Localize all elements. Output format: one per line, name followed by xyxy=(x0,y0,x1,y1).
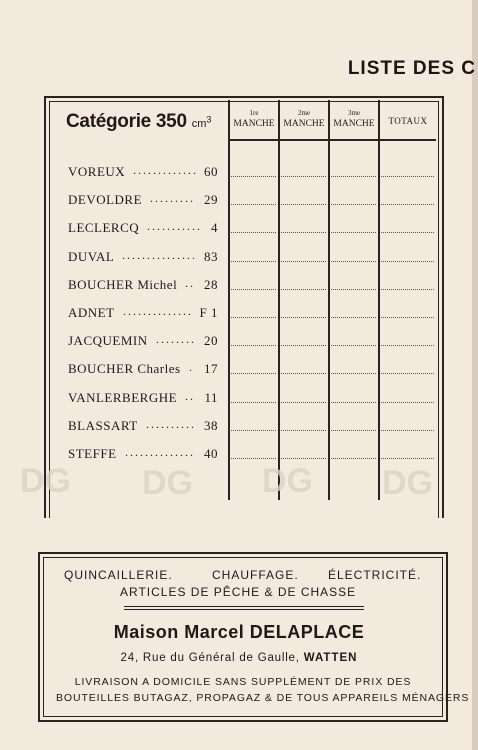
rider-name: DEVOLDRE xyxy=(68,192,143,207)
score-entry-line xyxy=(231,261,276,262)
rider-name: VOREUX xyxy=(68,164,126,179)
score-entry-line xyxy=(231,176,276,177)
rider-name: VANLERBERGHE xyxy=(68,390,178,405)
score-entry-line xyxy=(231,289,276,290)
rider-row xyxy=(68,333,218,351)
score-entry-line xyxy=(381,345,434,346)
rider-name: ADNET xyxy=(68,305,115,320)
score-entry-line xyxy=(231,402,276,403)
score-entry-line xyxy=(281,317,326,318)
rider-number: 38 xyxy=(204,418,218,433)
header-rule xyxy=(228,139,436,141)
watermark: DG DG DG DG xyxy=(20,462,433,502)
leader-dots: ........... xyxy=(147,219,202,233)
score-entry-line xyxy=(281,430,326,431)
leader-dots: ........ xyxy=(156,332,196,346)
score-entry-line xyxy=(331,373,376,374)
score-entry-line xyxy=(381,458,434,459)
shop-name: Maison Marcel DELAPLACE xyxy=(113,622,365,642)
rider-row xyxy=(68,249,218,267)
leader-dots: .. xyxy=(185,276,195,290)
score-entry-line xyxy=(281,289,326,290)
column-header-round-3: 3me MANCHE xyxy=(333,109,375,129)
rider-number: 29 xyxy=(204,192,218,207)
score-entry-line xyxy=(381,232,434,233)
ad-item-heating: CHAUFFAGE. xyxy=(212,568,299,582)
score-entry-line xyxy=(331,345,376,346)
score-entry-line xyxy=(281,458,326,459)
score-entry-line xyxy=(331,204,376,205)
score-entry-line xyxy=(381,289,434,290)
rider-row xyxy=(68,192,218,210)
ad-item-fishing-hunting: ARTICLES DE PÊCHE & DE CHASSE xyxy=(120,585,357,599)
score-entry-line xyxy=(331,261,376,262)
rider-name: BOUCHER Charles xyxy=(68,361,181,376)
score-entry-line xyxy=(231,317,276,318)
score-entry-line xyxy=(331,402,376,403)
page-header: LISTE DES C xyxy=(347,58,476,79)
rider-number: 17 xyxy=(204,361,218,376)
ad-item-hardware: QUINCAILLERIE. xyxy=(64,568,173,582)
score-entry-line xyxy=(381,176,434,177)
column-divider xyxy=(328,100,330,500)
column-header-round-1: 1re MANCHE xyxy=(233,109,275,129)
score-entry-line xyxy=(331,317,376,318)
rider-number: 11 xyxy=(204,390,218,405)
rider-name: JACQUEMIN xyxy=(68,333,148,348)
shop-address: 24, Rue du Général de Gaulle, WATTEN xyxy=(120,652,358,664)
score-entry-line xyxy=(231,458,276,459)
rider-row xyxy=(68,418,218,436)
rider-name: LECLERCQ xyxy=(68,220,140,235)
column-header-totals: TOTAUX xyxy=(388,116,428,126)
rider-row xyxy=(68,305,218,323)
column-divider xyxy=(228,100,230,500)
rider-row xyxy=(68,446,218,464)
score-entry-line xyxy=(231,345,276,346)
score-entry-line xyxy=(381,261,434,262)
leader-dots: .......... xyxy=(146,417,196,431)
score-entry-line xyxy=(331,176,376,177)
rider-row xyxy=(68,220,218,238)
delivery-line-2: BOUTEILLES BUTAGAZ, PROPAGAZ & DE TOUS APPAREILS MÉNAGERS xyxy=(56,692,470,704)
leader-dots: ......... xyxy=(150,191,195,205)
rider-number: F 1 xyxy=(199,305,218,320)
rider-row xyxy=(68,277,218,295)
score-entry-line xyxy=(281,204,326,205)
score-entry-line xyxy=(381,373,434,374)
score-entry-line xyxy=(281,261,326,262)
score-entry-line xyxy=(281,373,326,374)
score-entry-line xyxy=(381,204,434,205)
rider-row xyxy=(68,361,218,379)
leader-dots: .. xyxy=(185,389,195,403)
score-entry-line xyxy=(231,204,276,205)
leader-dots: .............. xyxy=(125,445,195,459)
rider-name: BLASSART xyxy=(68,418,138,433)
rider-name: STEFFE xyxy=(68,446,117,461)
score-entry-line xyxy=(381,317,434,318)
score-entry-line xyxy=(231,430,276,431)
rider-name: DUVAL xyxy=(68,249,115,264)
rider-row xyxy=(68,164,218,182)
score-entry-line xyxy=(381,430,434,431)
leader-dots: ............... xyxy=(122,248,197,262)
rider-number: 83 xyxy=(204,249,218,264)
score-entry-line xyxy=(331,430,376,431)
category-title: Catégorie 350 $cm^3$ xyxy=(66,111,212,132)
rider-number: 4 xyxy=(211,220,218,235)
score-entry-line xyxy=(331,289,376,290)
score-entry-line xyxy=(281,345,326,346)
rider-name: BOUCHER Michel xyxy=(68,277,178,292)
rider-number: 20 xyxy=(204,333,218,348)
leader-dots: . xyxy=(189,360,194,374)
column-header-round-2: 2me MANCHE xyxy=(283,109,325,129)
leader-dots: ............. xyxy=(133,163,198,177)
score-entry-line xyxy=(281,176,326,177)
column-divider xyxy=(378,100,380,500)
column-divider xyxy=(278,100,280,500)
score-entry-line xyxy=(281,402,326,403)
score-entry-line xyxy=(381,402,434,403)
score-entry-line xyxy=(231,373,276,374)
leader-dots: .............. xyxy=(123,304,193,318)
score-entry-line xyxy=(331,458,376,459)
rider-row xyxy=(68,390,218,408)
ad-item-electricity: ÉLECTRICITÉ. xyxy=(328,568,422,582)
score-entry-line xyxy=(331,232,376,233)
rider-number: 28 xyxy=(204,277,218,292)
rider-number: 60 xyxy=(204,164,218,179)
rider-number: 40 xyxy=(204,446,218,461)
score-entry-line xyxy=(281,232,326,233)
delivery-line-1: LIVRAISON A DOMICILE SANS SUPPLÉMENT DE PRIX DES xyxy=(74,676,412,688)
score-entry-line xyxy=(231,232,276,233)
